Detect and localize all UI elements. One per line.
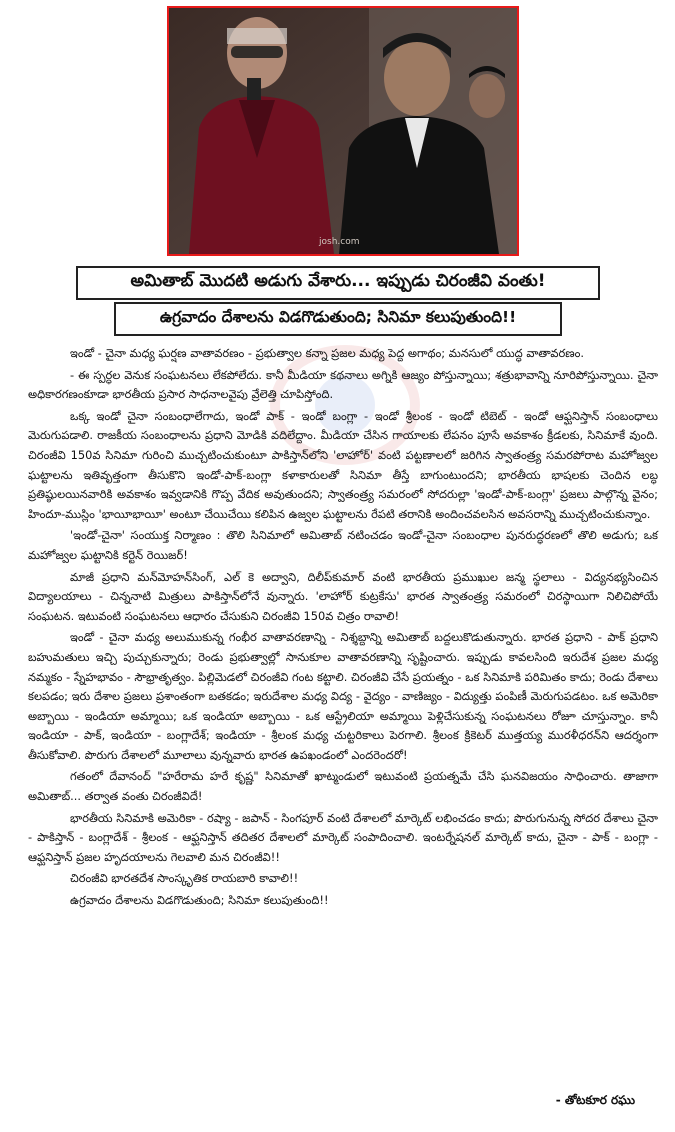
photo-watermark: josh.com xyxy=(319,237,360,247)
subheadline-text: ఉగ్రవాదం దేశాలను విడగొడుతుంది; సినిమా కలుపుతుంది!! xyxy=(159,308,517,326)
headline-box xyxy=(76,266,600,300)
article-paragraph: 'ఇండో-చైనా' సంయుక్త నిర్మాణం : తొలి సినిమాలో అమితాబ్ నటించడం ఇండో-చైనా సంబంధాల పునరుద్ధరణలో తొలి అడుగు; ఒక మహోజ్వల ఘట్టానికి కర్టెన్ రెయిజర్! xyxy=(28,528,658,562)
article-paragraph: ఒక్క ఇండో చైనా సంబంధాలేగాదు, ఇండో పాక్ - ఇండో బంగ్లా - ఇండో శ్రీలంక - ఇండో టిబెట్ - ఇండో ఆఫ్ఘనిస్తాన్ సంబంధాలు మెరుగుపడాలి. రాజకీయ సంబంధాలను ప్రధాని మోడికి వదిలేద్దాం. మీడియా చేసిన గాయాలకు లేపనం పూసే అవకాశం క్రీడలకు, సినిమాకే వుంది. చిరంజీవి 150వ సినిమా గురించి ముచ్చటించుకుంటూ పాకిస్తాన్‌లోని 'లాహోర్' వంటి పట్టణాలలో జరిగిన స్వాతంత్ర్య సమరపోరాట మహోజ్వల ఘట్టాలను ఇతివృత్తంగా తీసుకొని ఇండో-పాక్-బంగ్లా కళాకారులతో సినిమా తీస్తే బాగుంటుందని; భారతీయ భాషలకు చెందిన లబ్ధ ప్రతిష్ఠులయినవారికి అవకాశం ఇవ్వడానికి గొప్ప వేదిక అవుతుందని; స్వాతంత్ర్య సమరంలో సోదరుల్లా 'ఇండో-పాక్-బంగ్లా' ప్రజలు పాల్గొన్న వైనం; హిందూ-ముస్లిం 'భాయీభాయీ' అంటూ చేయిచేయి కలిపిన ఉజ్వల ఘట్టాలను రేపటి తరానికి అందించవలసిన అవసరాన్ని ముచ్చటించుకున్నాం. xyxy=(28,408,658,521)
article-paragraph: భారతీయ సినిమాకి అమెరికా - రష్యా - జపాన్ - సింగపూర్ వంటి దేశాలలో మార్కెట్ లభించడం కాదు; పొరుగునున్న సోదర దేశాలు చైనా - పాకిస్తాన్ - బంగ్లాదేశ్ - శ్రీలంక - ఆఫ్ఘనిస్తాన్ తదితర దేశాలలో మార్కెట్ సంపాదించాలి. ఇంటర్నేషనల్ మార్కెట్ కాదు, చైనా - పాక్ - బంగ్లా - ఆఫ్ఘనిస్తాన్ ప్రజల హృదయాలను గెలవాలి మన చిరంజీవి!! xyxy=(28,810,658,864)
article-paragraph: గతంలో దేవానంద్ "హరేరామ హరే కృష్ణ" సినిమాతో ఖాట్మండులో ఇటువంటి ప్రయత్నమే చేసి ఘనవిజయం సాధించారు. తాజాగా అమితాబ్... తర్వాత వంతు చిరంజీవిదే! xyxy=(28,769,658,804)
article-paragraph: - ఈ స్పర్ధల వెనుక సంఘటనలు లేకపోలేదు. కానీ మీడియా కథనాలు అగ్నికి ఆజ్యం పోస్తున్నాయి; శత్రుభావాన్ని నూరిపోస్తున్నాయి. చైనా అధికారగణంకూడా భారతీయ ప్రసార సాధనాలవైపు వ్రేలెత్తి చూపిస్తోంది. xyxy=(28,367,658,402)
article-paragraph: చిరంజీవి భారతదేశ సాంస్కృతిక రాయబారి కావాలి!! xyxy=(70,871,299,886)
article-photo xyxy=(167,6,519,256)
headline-text: అమితాబ్ మొదటి అడుగు వేశారు... ఇప్పుడు చిరంజీవి వంతు! xyxy=(130,271,546,291)
photo-illustration xyxy=(169,8,517,254)
article-paragraph: ఇండో - చైనా మధ్య అలుముకున్న గంభీర వాతావరణాన్ని - నిశ్శబ్దాన్ని అమితాబ్ బద్దలుకొడుతున్నారు. భారత ప్రధాని - పాక్ ప్రధాని బహుమతులు ఇచ్చి పుచ్చుకున్నారు; రెండు ప్రభుత్వాల్లో సానుకూల వాతావరణాన్ని సృష్టించారు. ఇప్పుడు కావలసింది ఇరుదేశ ప్రజల మధ్య నమ్మకం - స్నేహభావం - సౌభ్రాతృత్వం. పిల్లిమెడలో చిరంజీవి గంట కట్టాలి. చిరంజీవి చేసే ప్రయత్నం - ఒక సినిమాకి పరిమితం కాదు; రెండు దేశాలు కలపడం; ఇరు దేశాల ప్రజలు ప్రశాంతంగా బతకడం; ఇరుదేశాల మధ్య విద్య - వైద్యం - వాణిజ్యం - విద్యుత్తు పంపిణీ మెరుగుపడటం. ఒక అమెరికా అబ్బాయి - ఇండియా అమ్మాయి; ఒక ఇండియా అబ్బాయి - ఒక ఆస్ట్రేలియా అమ్మాయి పెళ్లిచేసుకున్న సంఘటనలు రోజూ చూస్తున్నాం. కానీ ఇండియా - పాక్, ఇండియా - బంగ్లాదేశ్; ఇండియా - శ్రీలంక మధ్య చుట్టరికాలు పెరగాలి. శ్రీలంక క్రికెటర్ ముత్తయ్య మురళీధరన్‌ని ఆదర్శంగా తీసుకోవాలి. పొరుగు దేశాలలో మూలాలు వున్నవారు భారత ఉపఖండంలో ఎందరెందరో! xyxy=(28,630,658,762)
subheadline-box xyxy=(114,302,562,336)
author-signature: - తోటకూర రఘు xyxy=(555,1093,635,1107)
article-paragraph: ఉగ్రవాదం దేశాలను విడగొడుతుంది; సినిమా కలుపుతుంది!! xyxy=(70,893,329,908)
article-paragraph: ఇండో - చైనా మధ్య ఘర్షణ వాతావరణం - ప్రభుత్వాల కన్నా ప్రజల మధ్య పెద్ద అగాథం; మనసులో యుద్ధ వాతావరణం. xyxy=(70,346,585,360)
article-paragraph: మాజీ ప్రధాని మన్‌మోహన్‌సింగ్, ఎల్ కె అద్వాని, దిలీప్‌కుమార్ వంటి భారతీయ ప్రముఖుల జన్మ స్థలాలు - విద్యనభ్యసించిన విద్యాలయాలు - చిన్ననాటి మిత్రులు పాకిస్తాన్‌లోనే వున్నారు. 'లాహోర్ కుట్రకేసు' భారత స్వాతంత్ర్య సమరంలో చిరస్థాయిగా నిలిచిపోయే సంఘటన. ఇటువంటి సంఘటనలు ఆధారం చేసుకుని చిరంజీవి 150వ చిత్రం రావాలి! xyxy=(28,569,658,623)
article-body xyxy=(28,344,658,913)
